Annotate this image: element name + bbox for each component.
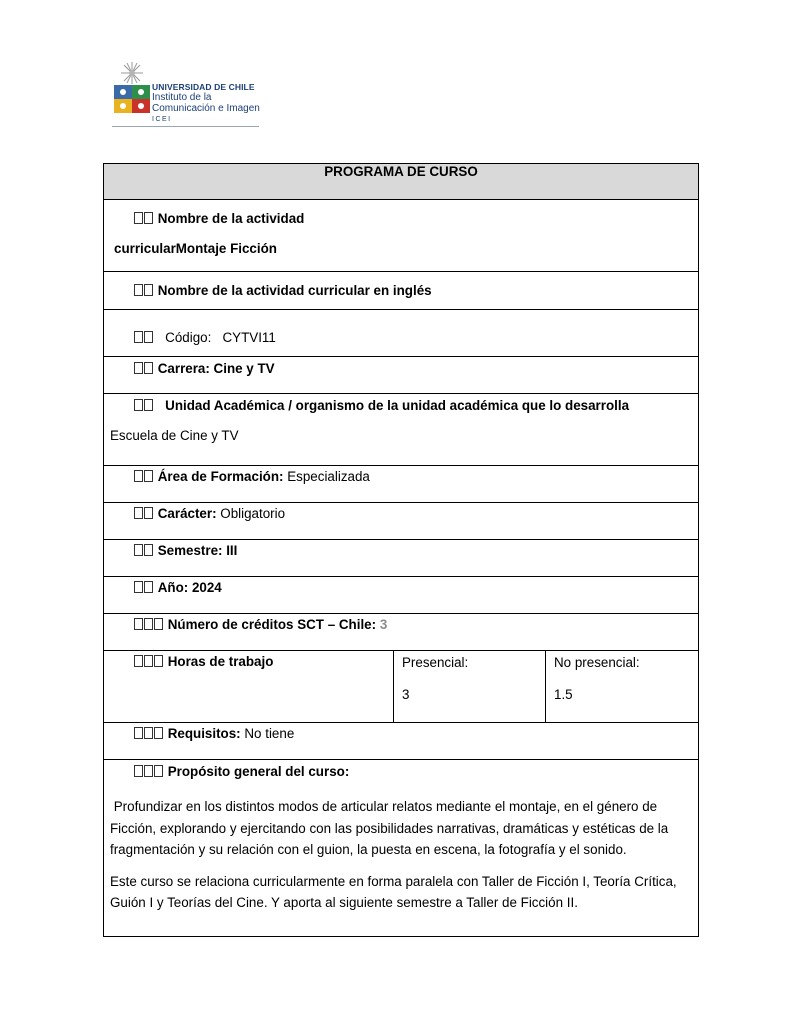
checkbox-icon bbox=[134, 727, 143, 739]
checkbox-icon bbox=[134, 655, 143, 667]
checkbox-icon bbox=[144, 399, 153, 411]
checkbox-icon bbox=[144, 470, 153, 482]
area-row bbox=[104, 466, 699, 503]
checkbox-icon bbox=[144, 581, 153, 593]
semester-label: Semestre: III bbox=[157, 543, 238, 558]
checkbox-icon bbox=[144, 212, 153, 224]
code-label: Código: bbox=[165, 330, 212, 345]
semester-row bbox=[104, 540, 699, 577]
checkbox-icon bbox=[134, 765, 143, 777]
activity-name-en-label: Nombre de la actividad curricular en inglés bbox=[157, 283, 432, 298]
character-label: Carácter: bbox=[157, 506, 217, 521]
logo-institute-line1: Instituto de la bbox=[152, 92, 212, 103]
year-label: Año: 2024 bbox=[157, 580, 222, 595]
no-presencial-value: 1.5 bbox=[554, 687, 573, 702]
checkbox-icon bbox=[134, 470, 143, 482]
purpose-label: Propósito general del curso: bbox=[167, 764, 350, 779]
activity-name-value: curricularMontaje Ficción bbox=[114, 241, 277, 256]
checkbox-icon bbox=[134, 544, 143, 556]
checkbox-icon bbox=[144, 507, 153, 519]
purpose-label-line bbox=[114, 764, 688, 779]
area-label: Área de Formación: bbox=[157, 469, 284, 484]
checkbox-icon bbox=[144, 727, 153, 739]
code-row bbox=[104, 310, 699, 357]
activity-name-row bbox=[104, 200, 699, 272]
code-value: CYTVI11 bbox=[222, 330, 276, 345]
logo-text bbox=[152, 82, 260, 125]
purpose-paragraph-1: Profundizar en los distintos modos de articular relatos mediante el montaje, en el género de Ficción, explorando y ejercitando con las posibilidades narrativas, dramáticas y estéticas de la fragmentación y su relación con el guion, la puesta en escena, la fotografía y el sonido. bbox=[110, 799, 672, 857]
character-row bbox=[104, 503, 699, 540]
logo-institute-line2: Comunicación e Imagen bbox=[152, 103, 260, 114]
career-row bbox=[104, 357, 699, 394]
checkbox-icon bbox=[134, 507, 143, 519]
activity-name-en-row bbox=[104, 272, 699, 310]
requirements-line bbox=[114, 726, 688, 741]
unit-label-line bbox=[114, 398, 688, 413]
checkbox-icon bbox=[144, 284, 153, 296]
character-line bbox=[114, 506, 688, 521]
year-line bbox=[114, 580, 688, 595]
checkbox-icon bbox=[134, 581, 143, 593]
purpose-paragraph-2: Este curso se relaciona curricularmente en forma paralela con Taller de Ficción I, Teoría Crítica, Guión I y Teorías del Cine. Y aporta al siguiente semestre a Taller de Ficción II. bbox=[110, 873, 677, 910]
checkbox-icon bbox=[144, 362, 153, 374]
checkbox-icon bbox=[134, 362, 143, 374]
logo-university: UNIVERSIDAD DE CHILE bbox=[152, 82, 255, 92]
checkbox-icon bbox=[144, 331, 153, 343]
checkbox-icon bbox=[134, 399, 143, 411]
credits-value: 3 bbox=[379, 617, 388, 632]
unit-label: Unidad Académica / organismo de la unidad académica que lo desarrolla bbox=[165, 398, 630, 413]
checkbox-icon bbox=[144, 544, 153, 556]
requirements-label: Requisitos: bbox=[167, 726, 241, 741]
checkbox-icon bbox=[134, 212, 143, 224]
logo-acronym: ICEI bbox=[152, 116, 172, 123]
course-program-table bbox=[103, 163, 699, 937]
unit-value: Escuela de Cine y TV bbox=[110, 428, 239, 443]
checkbox-icon bbox=[144, 655, 153, 667]
checkbox-icon bbox=[154, 618, 163, 630]
hours-line bbox=[114, 654, 383, 669]
checkbox-icon bbox=[134, 618, 143, 630]
unit-row bbox=[104, 394, 699, 466]
no-presencial-label: No presencial: bbox=[554, 655, 640, 670]
activity-name-en-line bbox=[114, 283, 688, 298]
checkbox-icon bbox=[154, 727, 163, 739]
area-line bbox=[114, 469, 688, 484]
career-label: Carrera: Cine y TV bbox=[157, 361, 275, 376]
hours-label: Horas de trabajo bbox=[167, 654, 274, 669]
purpose-row bbox=[104, 760, 699, 937]
activity-name-label-line bbox=[114, 211, 688, 226]
checkbox-icon bbox=[144, 765, 153, 777]
career-line bbox=[114, 361, 688, 376]
credits-row bbox=[104, 614, 699, 651]
title-row bbox=[104, 164, 699, 200]
code-line bbox=[114, 330, 688, 345]
presencial-label: Presencial: bbox=[402, 655, 469, 670]
year-row bbox=[104, 577, 699, 614]
checkbox-icon bbox=[134, 331, 143, 343]
checkbox-icon bbox=[154, 655, 163, 667]
presencial-value: 3 bbox=[402, 687, 410, 702]
area-value: Especializada bbox=[287, 469, 370, 484]
semester-line bbox=[114, 543, 688, 558]
character-value: Obligatorio bbox=[220, 506, 286, 521]
activity-name-label: Nombre de la actividad bbox=[157, 211, 305, 226]
university-crest-icon bbox=[110, 58, 154, 128]
requirements-row bbox=[104, 723, 699, 760]
credits-label: Número de créditos SCT – Chile: bbox=[167, 617, 377, 632]
checkbox-icon bbox=[154, 765, 163, 777]
form-title: PROGRAMA DE CURSO bbox=[104, 164, 699, 200]
checkbox-icon bbox=[144, 618, 153, 630]
credits-line bbox=[114, 617, 688, 632]
requirements-value: No tiene bbox=[244, 726, 295, 741]
hours-row bbox=[104, 651, 699, 723]
logo-divider bbox=[112, 126, 259, 127]
checkbox-icon bbox=[134, 284, 143, 296]
